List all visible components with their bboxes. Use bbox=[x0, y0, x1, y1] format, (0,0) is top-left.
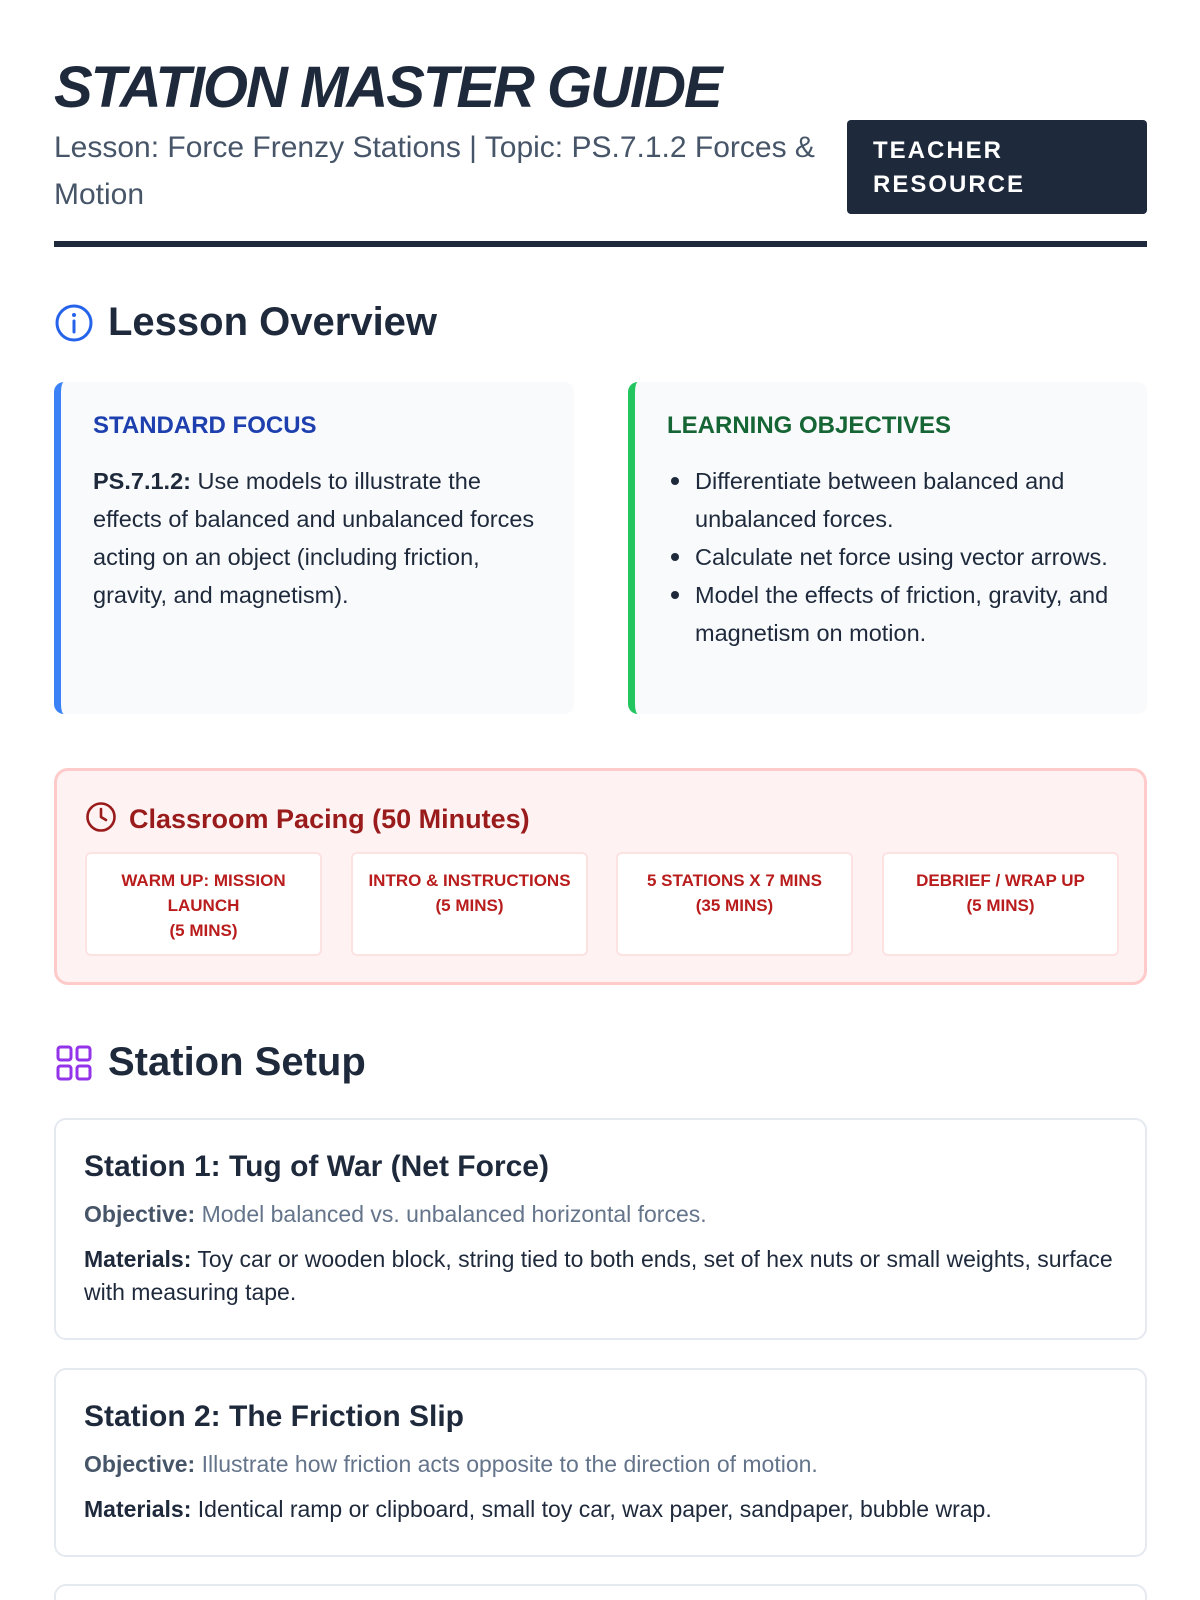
objective-label: Objective: bbox=[84, 1201, 196, 1227]
list-item: Differentiate between balanced and unbalanced forces. bbox=[667, 462, 1115, 538]
overview-title: Lesson Overview bbox=[108, 300, 438, 344]
teacher-resource-badge bbox=[847, 120, 1147, 214]
pacing-block-text: WARM UP: MISSION bbox=[121, 871, 286, 890]
list-item: Calculate net force using vector arrows. bbox=[667, 538, 1115, 576]
objectives-list bbox=[667, 462, 1115, 652]
pacing-block-warm-up bbox=[85, 852, 322, 956]
standard-text bbox=[93, 462, 542, 614]
objective-text: Illustrate how friction acts opposite to the direction of motion. bbox=[195, 1451, 818, 1477]
station-card-2 bbox=[54, 1368, 1147, 1557]
pacing-block-text: LAUNCH bbox=[167, 896, 240, 915]
station-card-1 bbox=[54, 1118, 1147, 1340]
materials-text: Toy car or wooden block, string tied to both ends, set of hex nuts or small weights, surface with measuring tape. bbox=[84, 1246, 1113, 1305]
page-title: STATION MASTER GUIDE bbox=[54, 55, 721, 120]
station-objective bbox=[84, 1198, 1117, 1231]
setup-heading bbox=[54, 1040, 366, 1085]
header-divider bbox=[54, 241, 1147, 247]
header bbox=[54, 0, 1147, 250]
pacing-heading bbox=[85, 801, 530, 838]
pacing-block-text: INTRO & INSTRUCTIONS bbox=[368, 871, 571, 890]
station-title: Station 1: Tug of War (Net Force) bbox=[84, 1150, 549, 1183]
lesson-subtitle: Lesson: Force Frenzy Stations | Topic: PS.7.1.2 Forces & Motion bbox=[54, 131, 815, 211]
objective-text: Model balanced vs. unbalanced horizontal forces. bbox=[195, 1201, 707, 1227]
clock-icon bbox=[85, 801, 117, 838]
grid-icon bbox=[54, 1043, 94, 1083]
station-card-3 bbox=[54, 1584, 1147, 1600]
info-icon bbox=[54, 303, 94, 343]
list-item: Model the effects of friction, gravity, and magnetism on motion. bbox=[667, 576, 1115, 652]
pacing-block-debrief bbox=[882, 852, 1119, 956]
pacing-block-duration: (35 MINS) bbox=[695, 896, 774, 915]
learning-objectives-card bbox=[628, 382, 1147, 714]
pacing-block-duration: (5 MINS) bbox=[966, 896, 1035, 915]
standard-focus-card bbox=[54, 382, 574, 714]
learning-objectives-label: LEARNING OBJECTIVES bbox=[667, 412, 952, 439]
objective-label: Objective: bbox=[84, 1451, 196, 1477]
station-title: Station 2: The Friction Slip bbox=[84, 1400, 465, 1433]
station-materials bbox=[84, 1243, 1117, 1309]
badge-line-1: TEACHER bbox=[873, 137, 1004, 164]
pacing-block-intro bbox=[351, 852, 588, 956]
materials-label: Materials: bbox=[84, 1246, 192, 1272]
pacing-block-duration: (5 MINS) bbox=[435, 896, 504, 915]
station-materials bbox=[84, 1493, 1117, 1526]
overview-heading bbox=[54, 300, 437, 345]
pacing-block-text: 5 STATIONS X 7 MINS bbox=[646, 871, 823, 890]
badge-line-2: RESOURCE bbox=[873, 171, 1026, 198]
standard-description: Use models to illustrate the effects of balanced and unbalanced forces acting on an object (including friction, gravity, and magnetism). bbox=[93, 468, 535, 608]
materials-text: Identical ramp or clipboard, small toy car, wax paper, sandpaper, bubble wrap. bbox=[191, 1496, 992, 1522]
pacing-block-stations bbox=[616, 852, 853, 956]
pacing-block-duration: (5 MINS) bbox=[169, 921, 238, 940]
pacing-block-text: DEBRIEF / WRAP UP bbox=[916, 871, 1085, 890]
materials-label: Materials: bbox=[84, 1496, 192, 1522]
setup-title: Station Setup bbox=[108, 1040, 366, 1084]
pacing-title: Classroom Pacing (50 Minutes) bbox=[129, 804, 530, 834]
page bbox=[54, 0, 1147, 1522]
station-objective bbox=[84, 1448, 1117, 1481]
standard-focus-label: STANDARD FOCUS bbox=[93, 412, 317, 439]
standard-code: PS.7.1.2: bbox=[93, 468, 191, 494]
classroom-pacing-panel bbox=[54, 768, 1147, 985]
